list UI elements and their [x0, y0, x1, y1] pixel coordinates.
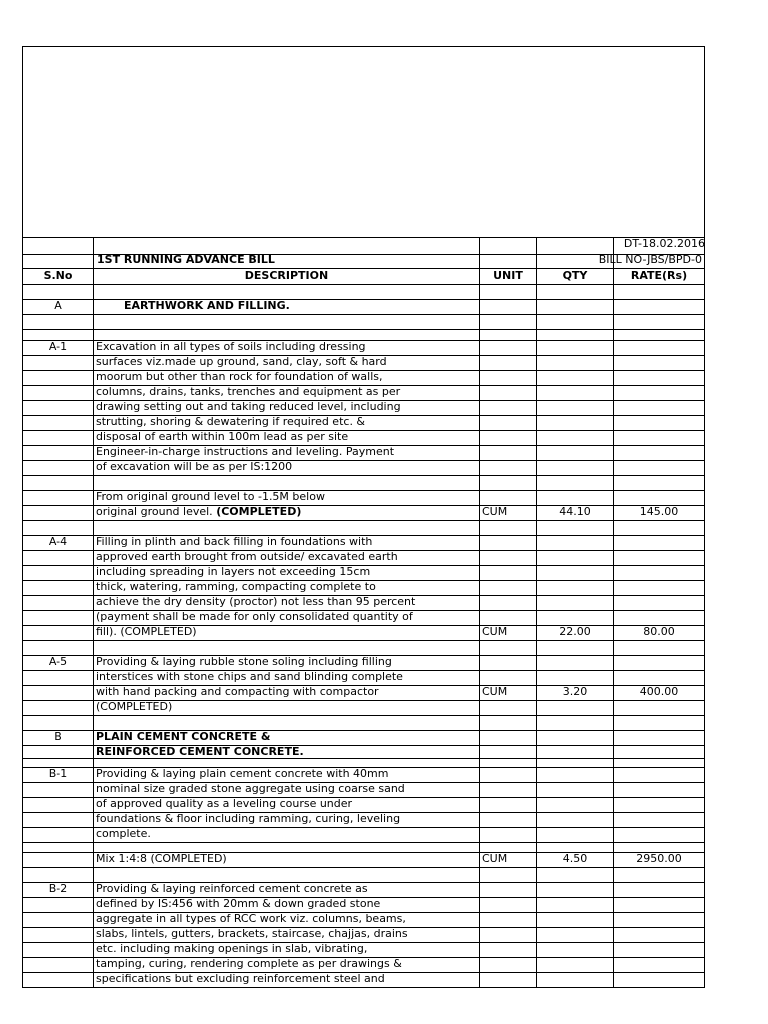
description-text: tamping, curing, rendering complete as per drawings &: [96, 957, 402, 970]
description-text: including spreading in layers not exceeding 15cm: [96, 565, 371, 578]
description-text: drawing setting out and taking reduced level, including: [96, 400, 401, 413]
description-text: foundations & floor including ramming, curing, leveling: [96, 812, 401, 825]
cell-rate: 145.00: [639, 505, 679, 518]
cell-description: [96, 595, 415, 608]
cell-description: [96, 957, 402, 970]
cell-description: [96, 882, 368, 895]
cell-description: [96, 782, 405, 795]
description-text: Excavation in all types of soils including dressing: [96, 340, 366, 353]
cell-description: [96, 767, 388, 780]
description-text: (payment shall be made for only consolidated quantity of: [96, 610, 413, 623]
cell-description: [96, 897, 380, 910]
cell-description: [96, 827, 151, 840]
cell-description: [96, 927, 408, 940]
cell-description: [96, 430, 348, 443]
grid-line: [22, 715, 705, 716]
header-sno: S.No: [43, 269, 73, 282]
description-text: columns, drains, tanks, trenches and equipment as per: [96, 385, 401, 398]
description-text: Engineer-in-charge instructions and leveling. Payment: [96, 445, 395, 458]
cell-description: [96, 625, 197, 638]
cell-qty: 4.50: [562, 852, 588, 865]
cell-description: [96, 655, 392, 668]
cell-description: [96, 415, 365, 428]
description-text: complete.: [96, 827, 151, 840]
cell-qty: 22.00: [559, 625, 591, 638]
cell-description: [96, 812, 400, 825]
description-text: Providing & laying plain cement concrete with 40mm: [96, 767, 389, 780]
description-text: specifications but excluding reinforcement steel and: [96, 972, 385, 985]
description-text: EARTHWORK AND FILLING.: [124, 299, 290, 312]
cell-unit: CUM: [482, 505, 508, 518]
description-text: Mix 1:4:8 (COMPLETED): [96, 852, 227, 865]
cell-sno: A-5: [48, 655, 68, 668]
grid-line: [479, 237, 480, 988]
cell-description: [96, 700, 172, 713]
description-text: Providing & laying reinforced cement concrete as: [96, 882, 368, 895]
grid-line: [22, 842, 705, 843]
cell-description: [96, 797, 352, 810]
cell-unit: CUM: [482, 685, 508, 698]
grid-line: [22, 520, 705, 521]
cell-description: [96, 670, 403, 683]
description-text: aggregate in all types of RCC work viz. columns, beams,: [96, 912, 406, 925]
description-text: Providing & laying rubble stone soling including filling: [96, 655, 392, 668]
description-text: etc. including making openings in slab, vibrating,: [96, 942, 368, 955]
cell-unit: CUM: [482, 852, 508, 865]
cell-description: [96, 565, 370, 578]
cell-description: [96, 460, 292, 473]
grid-line: [613, 237, 614, 988]
header-rate: RATE(Rs): [630, 269, 688, 282]
description-text: From original ground level to -1.5M below: [96, 490, 325, 503]
description-text: of excavation will be as per IS:1200: [96, 460, 293, 473]
cell-sno: B-2: [48, 882, 68, 895]
description-text: Filling in plinth and back filling in foundations with: [96, 535, 373, 548]
cell-description: [96, 370, 383, 383]
cell-sno: B-1: [48, 767, 68, 780]
cell-description: [96, 505, 301, 518]
cell-description: [96, 385, 400, 398]
grid-line: [536, 237, 537, 988]
grid-line: [22, 329, 705, 330]
cell-sno: A: [54, 299, 62, 312]
header-description: DESCRIPTION: [244, 269, 329, 282]
cell-rate: 2950.00: [636, 852, 682, 865]
cell-qty: 3.20: [562, 685, 588, 698]
cell-description: [96, 685, 379, 698]
grid-line: [22, 46, 23, 988]
bill-title: 1ST RUNNING ADVANCE BILL: [97, 253, 275, 266]
cell-description: [96, 912, 406, 925]
grid-line: [93, 237, 94, 988]
cell-qty: 44.10: [559, 505, 591, 518]
description-text: slabs, lintels, gutters, brackets, staircase, chajjas, drains: [96, 927, 408, 940]
description-text: moorum but other than rock for foundation of walls,: [96, 370, 383, 383]
cell-description: [96, 445, 394, 458]
description-text: fill). (COMPLETED): [96, 625, 197, 638]
cell-description: [96, 730, 270, 743]
cell-description: [96, 972, 385, 985]
grid-line: [22, 640, 705, 641]
grid-line: [22, 46, 705, 47]
cell-unit: CUM: [482, 625, 508, 638]
cell-description: [96, 745, 304, 758]
bill-date: DT-18.02.2016: [623, 237, 705, 250]
cell-description: [96, 550, 398, 563]
description-text: disposal of earth within 100m lead as per site: [96, 430, 349, 443]
grid-line: [22, 758, 705, 759]
grid-line: [22, 987, 705, 988]
description-text: REINFORCED CEMENT CONCRETE.: [96, 745, 304, 758]
description-text: surfaces viz.made up ground, sand, clay, soft & hard: [96, 355, 387, 368]
description-text: thick, watering, ramming, compacting complete to: [96, 580, 376, 593]
cell-description: [96, 580, 376, 593]
cell-description: [96, 355, 387, 368]
description-text: strutting, shoring & dewatering if required etc. &: [96, 415, 366, 428]
description-text: with hand packing and compacting with compactor: [96, 685, 379, 698]
cell-description: [96, 400, 401, 413]
cell-description: [96, 610, 413, 623]
cell-description: [96, 490, 325, 503]
description-text: original ground level.: [96, 505, 217, 518]
cell-description: [96, 942, 367, 955]
cell-sno: A-4: [48, 535, 68, 548]
description-text: approved earth brought from outside/ excavated earth: [96, 550, 398, 563]
description-text: defined by IS:456 with 20mm & down graded stone: [96, 897, 381, 910]
cell-description: [96, 852, 227, 865]
header-qty: QTY: [562, 269, 588, 282]
grid-line: [22, 475, 705, 476]
cell-sno: B: [54, 730, 62, 743]
description-text: (COMPLETED): [96, 700, 173, 713]
cell-description: [124, 299, 290, 312]
header-unit: UNIT: [493, 269, 523, 282]
bill-number: BILL NO-JBS/BPD-0: [598, 253, 702, 266]
cell-description: [96, 535, 372, 548]
description-text: nominal size graded stone aggregate using coarse sand: [96, 782, 405, 795]
description-text: PLAIN CEMENT CONCRETE &: [96, 730, 271, 743]
description-text: of approved quality as a leveling course under: [96, 797, 353, 810]
cell-rate: 400.00: [639, 685, 679, 698]
description-status: (COMPLETED): [216, 505, 302, 518]
cell-rate: 80.00: [643, 625, 675, 638]
description-text: achieve the dry density (proctor) not less than 95 percent: [96, 595, 416, 608]
cell-sno: A-1: [48, 340, 68, 353]
cell-description: [96, 340, 366, 353]
grid-line: [704, 46, 705, 988]
grid-line: [22, 867, 705, 868]
description-text: interstices with stone chips and sand blinding complete: [96, 670, 403, 683]
grid-line: [22, 284, 705, 285]
grid-line: [22, 314, 705, 315]
